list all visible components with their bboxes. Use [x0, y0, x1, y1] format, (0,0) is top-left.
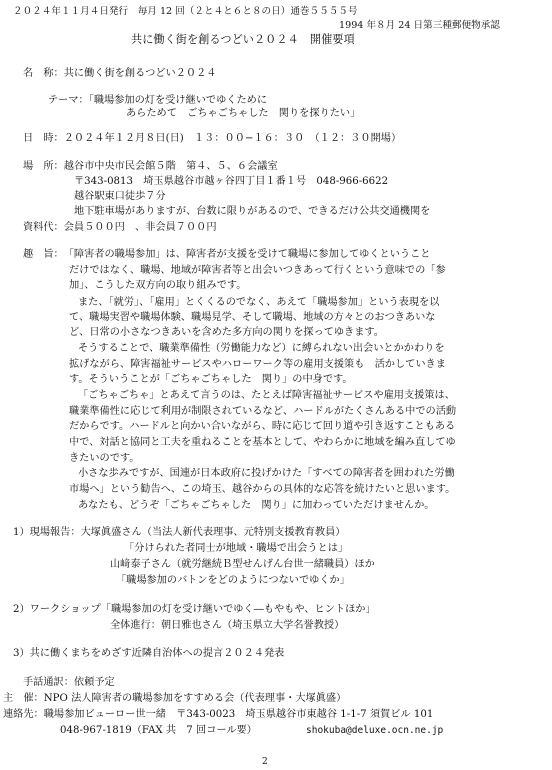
purpose-line: また、「就労」、「雇用」とくくるのでなく、あえて「職場参加」という表現を以: [78, 297, 440, 308]
purpose-line: 加」、こうした双方向の取り組みです。: [69, 280, 247, 291]
sign-language-note: 手話通訳：依頼予定: [23, 677, 115, 688]
program-item-1-speaker-2: 山﨑泰子さん（就労継続Ｂ型せんげん台世一緒職員）ほか: [110, 559, 375, 570]
program-item-3: 3）共に働くまちをめざす近隣自治体への提言２０２４発表: [13, 648, 285, 659]
document-title: 共に働く街を創るつどい２０２４ 開催要項: [131, 33, 355, 46]
venue-line-1: 場 所：越谷市中央市民会館５階 第４、５、６会議室: [23, 161, 278, 172]
purpose-line: 職業準備性に応じて利用が制限されているなど、ハードルがたくさんある中での活動: [69, 406, 457, 417]
purpose-line: そうすることで、職業準備性（労働能力など）に縛られない出会いとかかわりを: [78, 343, 445, 354]
header-approval-line: 1994 年８月 24 日第三種郵便物承認: [339, 20, 500, 31]
venue-line-3: 越谷駅東口徒歩７分: [74, 191, 166, 202]
organizer-line: 主 催：NPO 法人障害者の職場参加をすすめる会（代表理事・大塚眞盛）: [3, 693, 347, 704]
purpose-line: 市場へ」という勧告へ、この埼玉、越谷からの具体的な応答を続けたいと思います。: [69, 484, 456, 495]
page-number: 2: [262, 757, 268, 767]
purpose-line: ど、日常の小さなつきあいを含めた多方向の関りを探ってゆきます。: [69, 327, 384, 338]
purpose-line: 「ごちゃごちゃ」とあえて言うのは、たとえば障害福祉サービスや雇用支援策は、: [78, 390, 455, 401]
program-item-1-subtitle-2: 「職場参加のバトンをどのようにつないでゆくか」: [116, 575, 350, 586]
contact-phone: 048-967-1819（FAX 共 7 回コール要）: [60, 725, 257, 736]
event-datetime: 日 時：２０２４年１２月８日(日) １３：００−１６：３０ （１２：３０開場）: [23, 133, 402, 144]
purpose-line: だからです。ハードルと向かい合いながら、時に応じて回り道や引き返すこともある: [69, 421, 456, 432]
contact-line-1: 連絡先：職場参加ビューロー世一緒 〒343-0023 埼玉県越谷市東越谷 1-1-7 須賀ビル 101: [3, 709, 434, 720]
venue-line-2: 〒343-0813 埼玉県越谷市越ヶ谷四丁目１番１号 048-966-6622: [74, 176, 389, 187]
program-item-1: 1）現場報告：大塚眞盛さん（当法人新代表理事、元特別支援教育教員）: [13, 527, 346, 538]
purpose-line: きたいのです。: [69, 453, 140, 464]
purpose-line: 拡げながら、障害福祉サービスやハローワーク等の雇用支援策も 活かしていきま: [69, 359, 446, 370]
program-item-2-facilitator: 全体進行：朝日雅也さん（埼玉県立大学名誉教授）: [110, 620, 345, 631]
venue-line-4: 地下駐車場がありますが、台数に限りがあるので、できるだけ公共交通機関を: [74, 206, 431, 217]
purpose-line: あなたも、どうぞ「ごちゃごちゃした 関り」に加わっていただけませんか。: [78, 500, 435, 511]
theme-line-1: テーマ：「職場参加の灯を受け継いでゆくために: [48, 95, 268, 106]
program-item-2: 2）ワークショップ「職場参加の灯を受け継いでゆく―もやもや、ヒントほか」: [13, 604, 376, 615]
event-name: 名 称：共に働く街を創るつどい２０２４: [23, 68, 217, 79]
purpose-line: だけではなく、職場、地域が障害者等と出会いつきあって行くという意味での「参: [69, 265, 446, 276]
program-item-1-subtitle: 「分けられた者同士が地域・職場で出会うとは」: [124, 543, 349, 554]
purpose-line: 小さな歩みですが、国連が日本政府に投げかけた「すべての障害者を囲われた労働: [78, 468, 455, 479]
purpose-line: 趣 旨： 「障害者の職場参加」は、障害者が支援を受けて職場に参加してゆくということ: [23, 249, 431, 260]
purpose-line: す。そういうことが「ごちゃごちゃした 関り」の中身です。: [69, 374, 353, 385]
purpose-line: て、職場実習や職場体験、職場見学、そして職場、地域の方々とのおつきあいな: [69, 312, 436, 323]
contact-email: shokuba@deluxe.ocn.ne.jp: [306, 725, 444, 736]
fee-line: 資料代：会員５００円 、非会員７００円: [23, 222, 217, 233]
purpose-line: 中で、対話と協同と工夫を重ねることを基本として、やわらかに地域を編み直してゆ: [69, 437, 456, 448]
theme-line-2: あらためて ごちゃごちゃした 関りを探りたい」: [126, 108, 361, 119]
header-issue-line: ２０２４年１１月４日発行 毎月 12 回（２と４と６と８の日）通巻５５５５号: [13, 6, 358, 17]
